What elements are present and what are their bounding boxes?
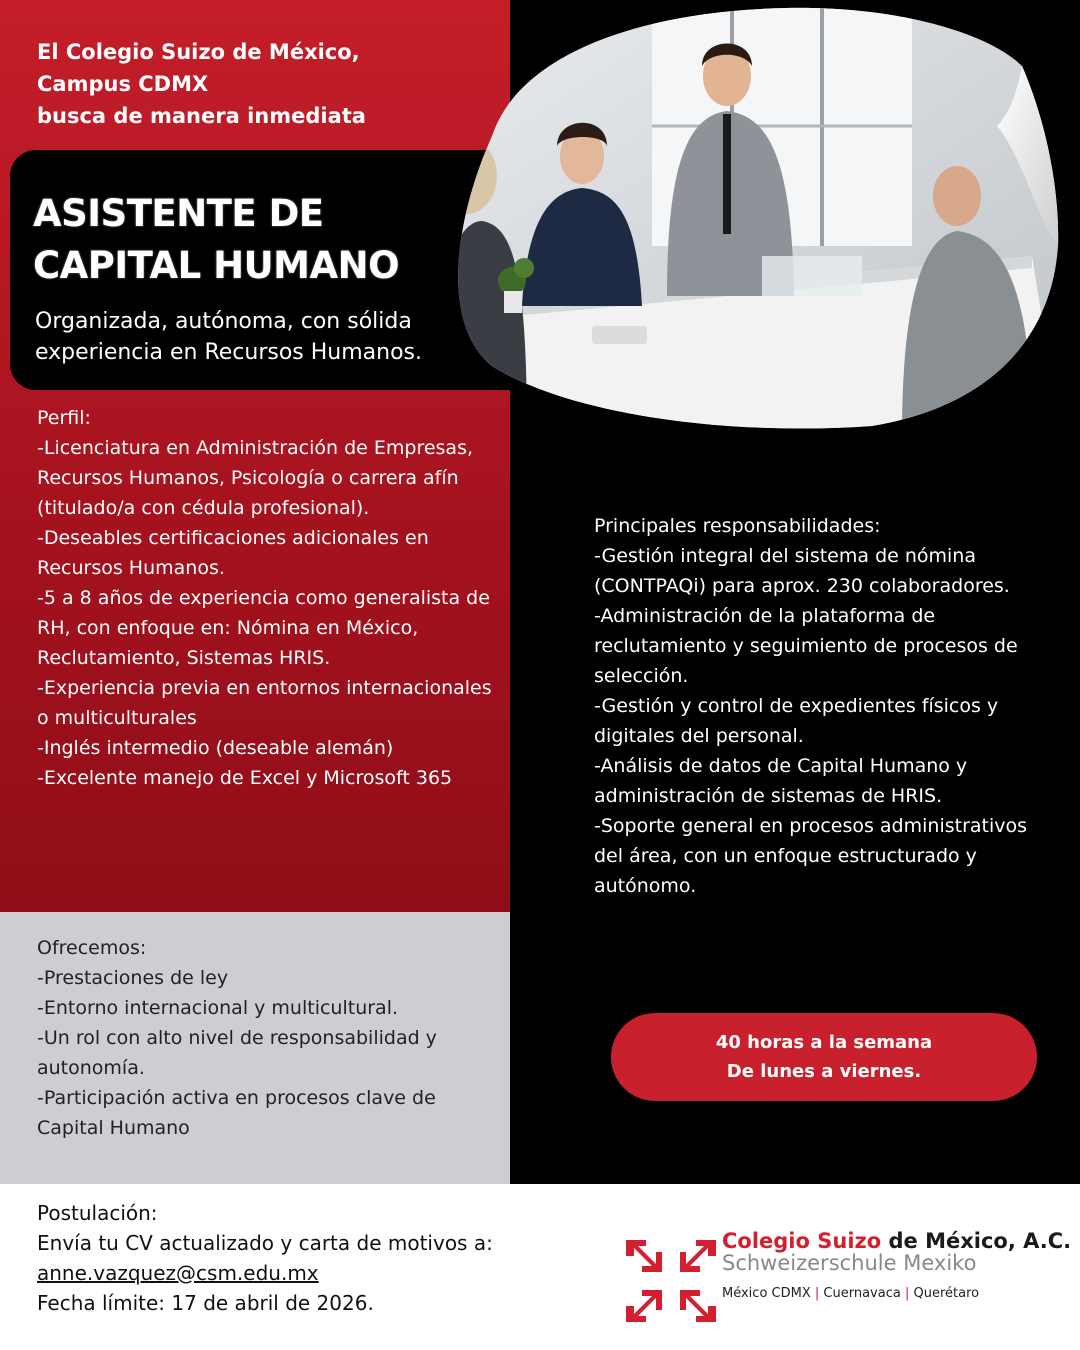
school-logo-name-red: Colegio Suizo <box>722 1229 882 1253</box>
application-deadline: Fecha límite: 17 de abril de 2026. <box>37 1291 374 1315</box>
application-instruction: Envía tu CV actualizado y carta de motivos a: <box>37 1231 493 1255</box>
job-title-line-1: ASISTENTE DE <box>33 192 324 235</box>
schedule-badge <box>611 1013 1037 1101</box>
campus-separator: | <box>814 1286 820 1301</box>
application-info <box>37 1198 493 1318</box>
job-title <box>33 188 399 292</box>
job-title-line-2: CAPITAL HUMANO <box>33 244 400 287</box>
school-logo-subname: Schweizerschule Mexiko <box>722 1251 977 1275</box>
profile-requirements: Perfil: -Licenciatura en Administración de Empresas, Recursos Humanos, Psicología o carrera afín (titulado/a con cédula profesional). -Deseables certificaciones adicionales en Recursos Humanos. -5 a 8 años de experiencia como generalista de RH, con enfoque en: Nómina en México, Reclutamiento, Sistemas HRIS. -Experiencia previa en entornos internacionales o multiculturales -Inglés intermedio (deseable alemán) -Excelente manejo de Excel y Microsoft 365 <box>37 407 492 789</box>
campus-cdmx: México CDMX <box>722 1286 811 1301</box>
campus-cuernavaca: Cuernavaca <box>823 1286 901 1301</box>
campus-queretaro: Querétaro <box>913 1286 980 1301</box>
schedule-hours: 40 horas a la semana <box>715 1032 933 1053</box>
schedule-days: De lunes a viernes. <box>726 1061 922 1082</box>
intro-line-1: El Colegio Suizo de México, <box>37 40 360 64</box>
job-subtitle: Organizada, autónoma, con sólida experiencia en Recursos Humanos. <box>35 309 423 365</box>
intro-line-2: Campus CDMX <box>37 72 209 96</box>
application-email-link[interactable]: anne.vazquez@csm.edu.mx <box>37 1261 319 1285</box>
main-responsibilities: Principales responsabilidades: -Gestión integral del sistema de nómina (CONTPAQi) para aprox. 230 colaboradores. -Administración de la plataforma de reclutamiento y seguimiento de procesos de selección. -Gestión y control de expedientes físicos y digitales del personal. -Análisis de datos de Capital Humano y administración de sistemas de HRIS. -Soporte general en procesos administrativos del área, con un enfoque estructurado y autónomo. <box>594 515 1028 897</box>
application-heading: Postulación: <box>37 1201 158 1225</box>
campus-separator: | <box>904 1286 910 1301</box>
school-logo-icon <box>620 1230 722 1332</box>
school-campus-list <box>722 1286 979 1301</box>
school-logo-name-dark: de México, A.C. <box>881 1229 1072 1253</box>
offer-list: Ofrecemos: -Prestaciones de ley -Entorno internacional y multicultural. -Un rol con alto nivel de responsabilidad y autonomía. -Participación activa en procesos clave de Capital Humano <box>37 937 437 1139</box>
meeting-photo <box>432 6 1060 430</box>
intro-text <box>37 36 366 132</box>
intro-line-3: busca de manera inmediata <box>37 104 366 128</box>
